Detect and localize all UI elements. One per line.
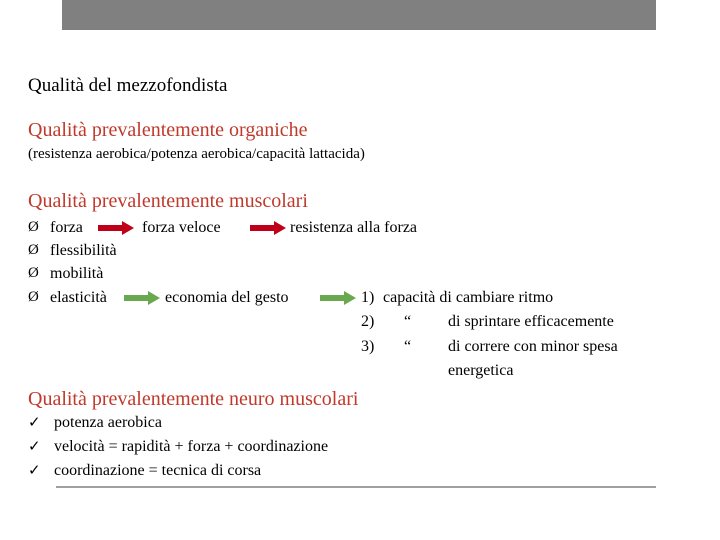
red-arrow-icon — [250, 221, 286, 235]
list-continuation: energetica — [448, 362, 514, 379]
green-arrow-icon — [124, 291, 160, 305]
neuro-item-2: velocità = rapidità + forza + coordinazione — [54, 438, 329, 455]
forza-veloce-label: forza veloce — [142, 219, 221, 236]
bottom-divider — [56, 486, 656, 488]
green-arrow-icon — [320, 291, 356, 305]
item-flessibilita: flessibilità — [50, 242, 117, 259]
neuro-item-1: potenza aerobica — [54, 414, 162, 431]
list-text-1: capacità di cambiare ritmo — [383, 289, 554, 306]
section-organic-detail: (resistenza aerobica/potenza aerobica/capacità lattacida) — [28, 146, 365, 162]
section-neuro-heading: Qualità prevalentemente neuro muscolari — [28, 388, 359, 410]
list-ditto-2: “ — [404, 313, 412, 330]
resistenza-forza-label: resistenza alla forza — [290, 219, 418, 236]
bullet-arrow-icon: Ø — [28, 219, 39, 235]
list-text-3: di correre con minor spesa — [448, 338, 618, 355]
item-mobilita: mobilità — [50, 265, 104, 282]
red-arrow-icon — [98, 221, 134, 235]
slide-title: Qualità del mezzofondista — [28, 75, 228, 96]
section-organic-heading: Qualità prevalentemente organiche — [28, 119, 308, 141]
check-icon: ✓ — [28, 461, 41, 479]
check-icon: ✓ — [28, 413, 41, 431]
list-num-3: 3) — [361, 338, 375, 355]
list-ditto-3: “ — [404, 338, 412, 355]
list-text-2: di sprintare efficacemente — [448, 313, 614, 330]
item-elasticita: elasticità — [50, 289, 107, 306]
list-num-2: 2) — [361, 313, 375, 330]
section-muscular-heading: Qualità prevalentemente muscolari — [28, 190, 308, 212]
list-num-1: 1) — [361, 289, 375, 306]
item-forza: forza — [50, 219, 83, 236]
bullet-arrow-icon: Ø — [28, 265, 39, 281]
neuro-item-3: coordinazione = tecnica di corsa — [54, 462, 262, 479]
bullet-arrow-icon: Ø — [28, 242, 39, 258]
top-decor-bar — [62, 0, 656, 30]
economia-gesto-label: economia del gesto — [165, 289, 289, 306]
bullet-arrow-icon: Ø — [28, 289, 39, 305]
check-icon: ✓ — [28, 437, 41, 455]
